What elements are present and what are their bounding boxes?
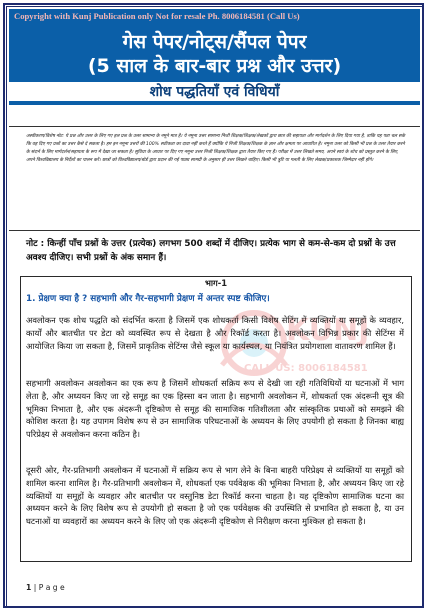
section-heading: भाग-1	[204, 278, 228, 288]
page-label: P a g e	[38, 583, 65, 592]
disclaimer-text: अस्वीकरण/विशेष नोट: ये प्रश्न और उत्तर के लिए गए हल प्रश्न के उत्तर सामान्य के नमूने मात्र है। ये नमूना उत्तर सामान्य निजी शिक्षक/शिक्षक/लेखकों द्वारा छात्र की सहायता और मार्गदर्शन के लिए दिया गया है, ताकि यह पता चल सके कि वह दिए गए प्रश्नों का उत्तर कैसे दे सकता है। हम इन नमूना उत्तरों की 100% सटीकता का दावा नहीं करते हैं क्योंकि ये निजी शिक्षक/शिक्षक के ज्ञान और क्षमता पर आधारित है। नमूना उत्तर को किसी भी प्रश्न के उत्तर तैयार करने के संदर्भ के लिए मार्गदर्शन/सहायता के रूप में देखा जा सकता है। सुविधा के आधार पर दिए गए नमूना उत्तर निजी शिक्षक/शिक्षक द्वारा तैयार किए गए हैं। परीक्षा में उत्तर लिखते समय, अपने स्वयं के शोध को प्रस्तुत करने के लिए, अपने विश्वविद्यालय के निर्देशों का पालन करें। छात्रों को विश्वविद्यालय/बोर्ड द्वारा प्रदान की गई पाठ्य सामग्री के अनुसार ही उत्तर लिखने चाहिए। किसी भी त्रुटि या गलती के लिए लेखक/प्रकाशक जिम्मेदार नहीं होंगे।	[26, 134, 406, 164]
document-subtitle: शोध पद्धतियाँ एवं विधियाँ	[9, 82, 420, 101]
copyright-notice: Copyright with Kunj Publication only Not for resale Ph. 8006184581 (Call Us)	[14, 11, 300, 21]
watermark-call: CALL US: 8006184581	[244, 363, 368, 374]
divider-after-disclaimer	[9, 230, 420, 231]
document-title-line2: (5 साल के बार-बार प्रश्न और उत्तर)	[87, 55, 342, 77]
document-title-line1: गेस पेपर/नोट्स/सैंपल पेपर	[122, 31, 307, 53]
divider-top	[9, 126, 420, 127]
answer-paragraph-1: अवलोकन एक शोध पद्धति को संदर्भित करता है जिसमें एक शोधकर्ता किसी विशेष सेटिंग में व्यक्तियों या समूहों के व्यवहार, कार्यों और बातचीत पर डेटा को व्यवस्थित रूप से देखता है और रिकॉर्ड करता है। अवलोकन विभिन्न प्रकार की सेटिंग्स में आयोजित किया जा सकता है, जिसमें प्राकृतिक सेटिंग्स जैसे स्कूल या कार्यस्थल, या नियंत्रित प्रयोगशाला वातावरण शामिल हैं।	[26, 315, 404, 351]
page-footer: 1 | P a g e	[26, 583, 65, 592]
watermark-brand: KUNJ	[286, 313, 370, 348]
exam-instructions-note: नोट : किन्हीं पाँच प्रश्नों के उत्तर (प्रत्येक) लगभग 500 शब्दों में दीजिए। प्रत्येक भाग से कम-से-कम दो प्रश्नों के उत्त अवश्य दीजिए। सभी प्रश्नों के अंक समान हैं।	[26, 239, 396, 263]
answer-paragraph-2: सहभागी अवलोकन अवलोकन का एक रूप है जिसमें शोधकर्ता सक्रिय रूप से देखी जा रही गतिविधियों या घटनाओं में भाग लेता है, और अध्ययन किए जा रहे समूह का एक हिस्सा बन जाता है। सहभागी अवलोकन में, शोधकर्ता एक अंदरूनी सूत्र की भूमिका निभाता है, और एक अंदरूनी दृष्टिकोण से समूह की सामाजिक गतिशीलता और सांस्कृतिक प्रथाओं को समझने की कोशिश करता है। यह उपागम विशेष रूप से उन सामाजिक परिघटनाओं के अध्ययन के लिए उपयोगी हो सकता है जिनका बाह्य परिप्रेक्ष्य से अवलोकन करना कठिन है।	[26, 378, 404, 440]
question-heading: 1. प्रेक्षण क्या है ? सहभागी और गैर-सहभागी प्रेक्षण में अन्तर स्पष्ट कीजिए।	[26, 294, 270, 304]
page-number: 1	[26, 583, 32, 592]
answer-paragraph-3: दूसरी ओर, गैर-प्रतिभागी अवलोकन में घटनाओं में सक्रिय रूप से भाग लेने के बिना बाहरी परिप्रेक्ष्य से व्यक्तियों या समूहों को शामिल करना शामिल है। गैर-प्रतिभागी अवलोकन में, शोधकर्ता एक पर्यवेक्षक की भूमिका निभाता है, और अध्ययन किए जा रहे व्यक्तियों या समूहों के व्यवहार और बातचीत पर वस्तुनिष्ठ डेटा रिकॉर्ड करना चाहता है। यह दृष्टिकोण सामाजिक घटना का अध्ययन करने के लिए विशेष रूप से उपयोगी हो सकता है जो एक पर्यवेक्षक की उपस्थिति से प्रभावित हो सकता है, या उन घटनाओं या व्यवहारों का अध्ययन करने के लिए जो एक अंदरूनी दृष्टिकोण से निरीक्षण करना मुश्किल हो सकता है।	[26, 465, 404, 527]
